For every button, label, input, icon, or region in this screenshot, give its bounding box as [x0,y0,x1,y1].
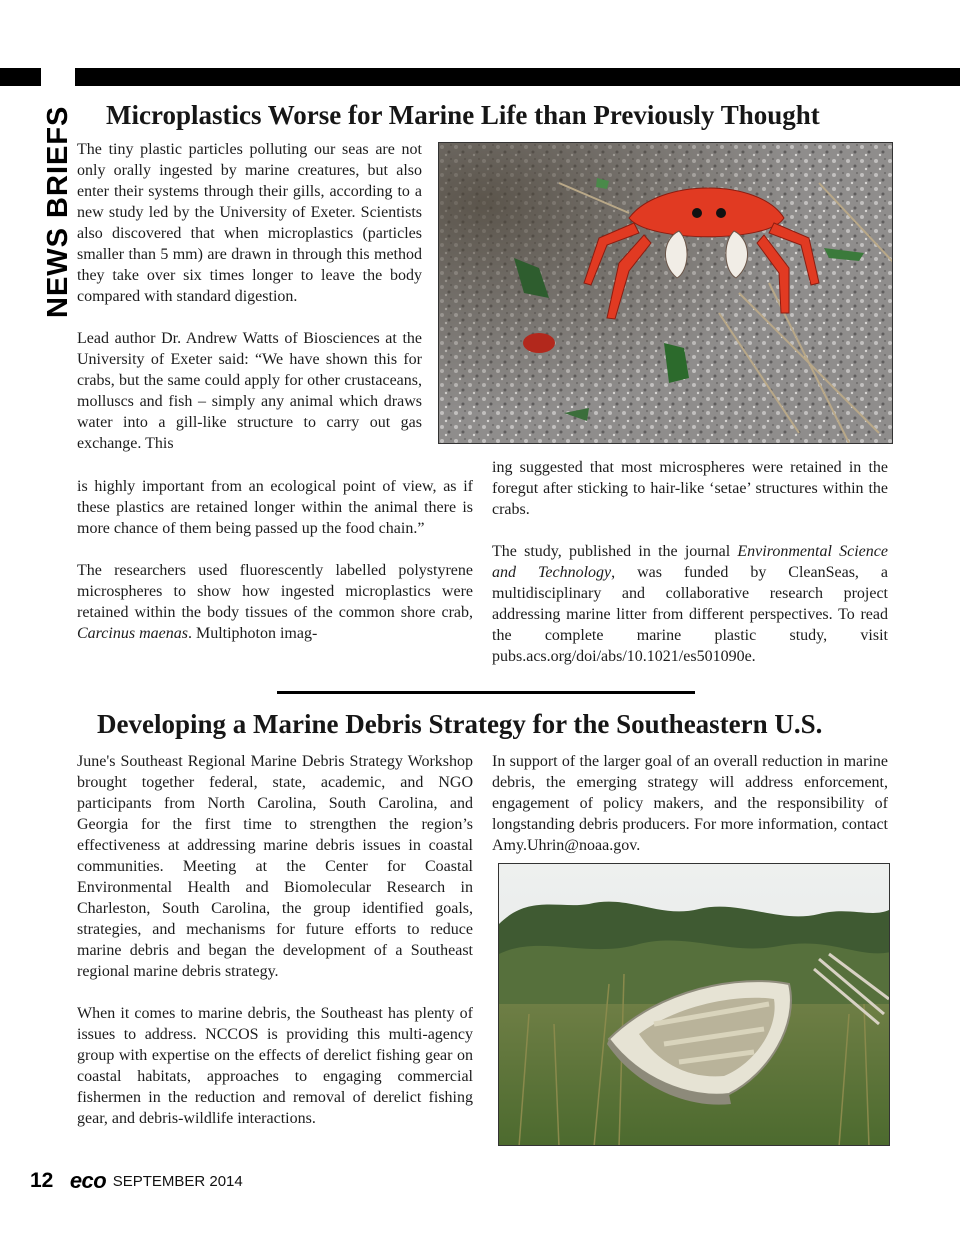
section-label: NEWS BRIEFS [41,32,75,322]
article1-paragraph-2-end: is highly important from an ecological point of view, as if these plastics are retained longer within the animal there is more chance of them being passed up the food chain.” [77,478,473,537]
species-name: Carcinus maenas [77,625,188,642]
article1-title: Microplastics Worse for Marine Life than Previously Thought [106,100,820,130]
article1-paragraph-4-text: The study, published in the journal [492,543,738,560]
article1-column-right [492,457,888,667]
article1-paragraph-3-text: The researchers used fluorescently labelled polystyrene microspheres to show how ingested microplastics were retained within the body tissues of the common shore crab, [77,562,473,621]
boat-photo [498,863,890,1146]
article2-paragraph-3: In support of the larger goal of an overall reduction in marine debris, the emerging strategy will address enforcement, engagement of policy makers, and the responsibility of longstanding debris producers. For more information, contact Amy.Uhrin@noaa.gov. [492,753,888,854]
article2-column-right [492,751,888,856]
article2-column-left [77,751,473,1129]
crab-photo-image [439,143,893,444]
article1-paragraph-3-tail: . Multiphoton imag- [187,625,318,642]
article-divider [277,691,695,694]
crab-photo [438,142,893,444]
article1-column-top [77,139,422,454]
publication-logo: eco [69,1168,107,1193]
journal-name: Environmental Science and Technology [492,543,888,581]
article2-paragraph-1: June's Southeast Regional Marine Debris Strategy Workshop brought together federal, state, academic, and NGO participants from North Carolina, South Carolina, and Georgia for the first time to strengthen the region’s effectiveness at addressing marine debris issues in coastal communities. Meeting at the Center for Coastal Environmental Health and Biomolecular Research in Charleston, South Carolina, the group identified goals, strategies, and mechanisms for future efforts to reduce marine debris and began the development of a Southeast regional marine debris strategy. [77,753,473,980]
article1-paragraph-2-start: Lead author Dr. Andrew Watts of Biosciences at the University of Exeter said: “We have shown this for crabs, but the same could apply for other crustaceans, molluscs and fish – simply any animal which draws water into a gill-like structure to carry out gas exchange. This [77,330,422,452]
article1-paragraph-3 [77,560,473,644]
article1-paragraph-4-tail: , was funded by CleanSeas, a multidisciplinary and collaborative research project addressing marine litter from different perspectives. To read the complete marine plastic study, visit pubs.acs.org/doi/abs/10.1021/es501090e. [492,564,888,665]
article1-paragraph-1: The tiny plastic particles polluting our seas are not only orally ingested by marine creatures, but also enter their systems through their gills, according to a new study led by the University of Exeter. Scientists also discovered that when microplastics (particles smaller than 5 mm) are drawn in through this method they take over six times longer to leave the body compared with standard digestion. [77,141,422,305]
top-rule-bar [0,68,960,86]
page-number: 12 [30,1169,54,1192]
issue-date: SEPTEMBER 2014 [112,1172,243,1190]
boat-photo-image [499,864,890,1146]
article1-paragraph-3-continued: ing suggested that most microspheres were retained in the foregut after sticking to hair-like ‘setae’ structures within the crabs. [492,459,888,518]
article2-title: Developing a Marine Debris Strategy for the Southeastern U.S. [97,709,823,739]
article2-paragraph-2: When it comes to marine debris, the Southeast has plenty of issues to address. NCCOS is providing this multi-agency group with expertise on the effects of derelict fishing gear on coastal habitats, approaches to engaging commercial fishermen in the reduction and removal of derelict fishing gear, and debris-wildlife interactions. [77,1005,473,1127]
page-footer [30,1168,243,1194]
article1-paragraph-4 [492,541,888,667]
article1-column-bottom [77,476,473,644]
